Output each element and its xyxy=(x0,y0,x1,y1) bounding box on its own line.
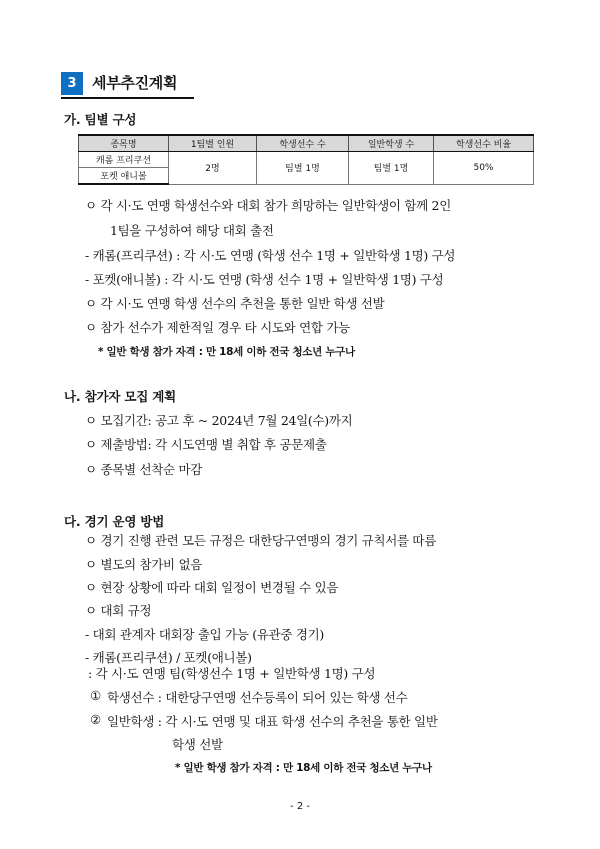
table-header-cell: 학생선수 수 xyxy=(257,135,349,152)
subsection-heading-a: 가. 팀별 구성 xyxy=(64,112,137,127)
composition-line: : 각 시·도 연맹 팀(학생선수 1명 + 일반학생 1명) 구성 xyxy=(88,666,376,681)
subsection-heading-b: 나. 참가자 모집 계획 xyxy=(64,389,177,404)
table-header-cell: 학생선수 비율 xyxy=(434,135,534,152)
student-athletes-cell: 팀별 1명 xyxy=(257,152,349,185)
table-row xyxy=(79,152,534,168)
bullet-text-continued: 1팀을 구성하여 해당 대회 출전 xyxy=(110,223,274,238)
numbered-marker: ② xyxy=(90,712,101,727)
dash-item: - 대회 관계자 대회장 출입 가능 (유관중 경기) xyxy=(85,627,324,642)
dash-item: - 캐롬(프리쿠션) : 각 시·도 연맹 (학생 선수 1명 + 일반학생 1명) 구성 xyxy=(85,248,456,263)
bullet-text: ㅇ 참가 선수가 제한적일 경우 타 시도와 연합 가능 xyxy=(85,320,350,335)
team-composition-table xyxy=(78,134,534,185)
table-header-cell: 일반학생 수 xyxy=(349,135,434,152)
section-number-badge: 3 xyxy=(61,72,83,95)
bullet-text: ㅇ 각 시·도 연맹 학생 선수의 추천을 통한 일반 학생 선발 xyxy=(85,296,385,311)
members-cell: 2명 xyxy=(169,152,257,185)
eligibility-note: * 일반 학생 참가 자격 : 만 18세 이하 전국 청소년 누구나 xyxy=(98,346,355,358)
numbered-item: 일반학생 : 각 시·도 연맹 및 대표 학생 선수의 추천을 통한 일반 xyxy=(107,714,438,729)
bullet-text: ㅇ 대회 규정 xyxy=(85,603,152,618)
page-number: - 2 - xyxy=(290,801,310,812)
numbered-item-continued: 학생 선발 xyxy=(172,737,223,752)
bullet-text: ㅇ 현장 상황에 따라 대회 일정이 변경될 수 있음 xyxy=(85,580,339,595)
dash-item: - 캐롬(프리쿠션) / 포켓(애니볼) xyxy=(85,650,252,665)
subsection-heading-c: 다. 경기 운영 방법 xyxy=(64,514,165,529)
bullet-text: ㅇ 각 시·도 연맹 학생선수와 대회 참가 희망하는 일반학생이 함께 2인 xyxy=(85,198,451,213)
section-underline xyxy=(61,97,194,99)
table-header-cell: 1팀별 인원 xyxy=(169,135,257,152)
numbered-marker: ① xyxy=(90,688,101,703)
bullet-text: ㅇ 제출방법: 각 시도연맹 별 취합 후 공문제출 xyxy=(85,437,327,452)
table-header-cell: 종목명 xyxy=(79,135,169,152)
bullet-text: ㅇ 별도의 참가비 없음 xyxy=(85,557,202,572)
ratio-cell: 50% xyxy=(434,152,534,185)
numbered-item: 학생선수 : 대한당구연맹 선수등록이 되어 있는 학생 선수 xyxy=(107,690,408,705)
section-title: 세부추진계획 xyxy=(92,74,178,92)
dash-item: - 포켓(애니볼) : 각 시·도 연맹 (학생 선수 1명 + 일반학생 1명) 구성 xyxy=(85,272,444,287)
event-name-cell: 캐롬 프리쿠션 xyxy=(79,152,169,168)
bullet-text: ㅇ 종목별 선착순 마감 xyxy=(85,462,202,477)
table-header-row xyxy=(79,135,534,152)
bullet-text: ㅇ 모집기간: 공고 후 ~ 2024년 7월 24일(수)까지 xyxy=(85,413,353,428)
event-name-cell: 포켓 애니볼 xyxy=(79,168,169,185)
bullet-text: ㅇ 경기 진행 관련 모든 규정은 대한당구연맹의 경기 규칙서를 따름 xyxy=(85,533,436,548)
eligibility-note: * 일반 학생 참가 자격 : 만 18세 이하 전국 청소년 누구나 xyxy=(175,762,432,774)
general-students-cell: 팀별 1명 xyxy=(349,152,434,185)
